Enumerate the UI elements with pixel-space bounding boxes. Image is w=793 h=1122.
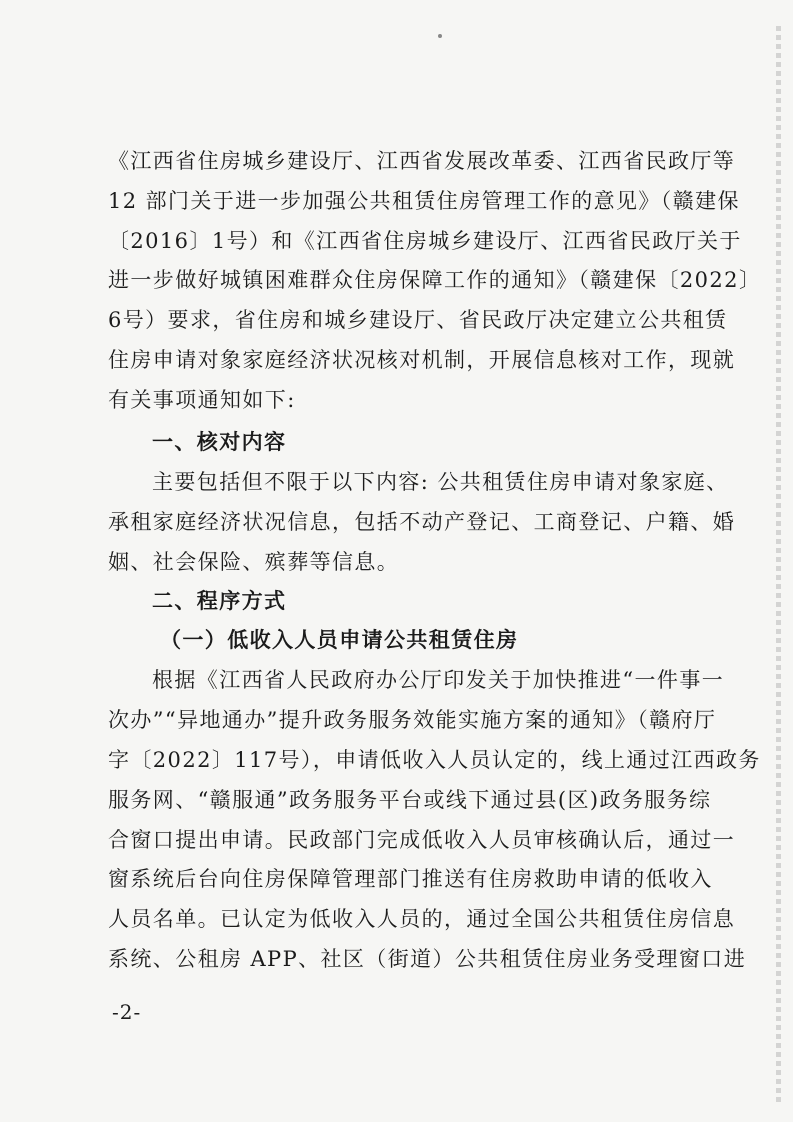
body-line: 主要包括但不限于以下内容: 公共租赁住房申请对象家庭、 — [152, 470, 729, 494]
page-number: -2- — [112, 1000, 142, 1024]
body-line: 合窗口提出申请。民政部门完成低收入人员审核确认后，通过一 — [108, 828, 736, 852]
body-line: 根据《江西省人民政府办公厅印发关于加快推进“一件事一 — [152, 668, 725, 692]
subsection-heading: （一）低收入人员申请公共租赁住房 — [160, 627, 519, 652]
body-line: 有关事项通知如下: — [108, 388, 296, 412]
section-heading: 二、程序方式 — [152, 588, 287, 613]
body-line: 12 部门关于进一步加强公共租赁住房管理工作的意见》（赣建保 — [108, 189, 740, 213]
body-line: 〔2016〕1号）和《江西省住房城乡建设厅、江西省民政厅关于 — [108, 229, 742, 253]
body-line: 字〔2022〕117号），申请低收入人员认定的，线上通过江西政务 — [108, 748, 761, 772]
section-heading: 一、核对内容 — [152, 429, 287, 454]
body-line: 窗系统后台向住房保障管理部门推送有住房救助申请的低收入 — [108, 867, 713, 891]
body-line: 承租家庭经济状况信息，包括不动产登记、工商登记、户籍、婚 — [108, 510, 736, 534]
body-line: 《江西省住房城乡建设厅、江西省发展改革委、江西省民政厅等 — [108, 149, 736, 173]
body-line: 进一步做好城镇困难群众住房保障工作的通知》（赣建保〔2022〕 — [108, 268, 762, 292]
body-line: 次办”“异地通办”提升政务服务效能实施方案的通知》（赣府厅 — [108, 708, 717, 732]
body-line: 6号）要求，省住房和城乡建设厅、省民政厅决定建立公共租赁 — [108, 308, 728, 332]
scan-edge-mark — [776, 26, 781, 1106]
body-line: 人员名单。已认定为低收入人员的，通过全国公共租赁住房信息 — [108, 907, 736, 931]
body-line: 姻、社会保险、殡葬等信息。 — [108, 550, 400, 574]
body-line: 住房申请对象家庭经济状况核对机制，开展信息核对工作，现就 — [108, 348, 736, 372]
body-line: 系统、公租房 APP、社区（街道）公共租赁住房业务受理窗口进 — [108, 947, 747, 971]
body-line: 服务网、“赣服通”政务服务平台或线下通过县(区)政务服务综 — [108, 788, 712, 812]
scan-speck — [438, 34, 442, 38]
